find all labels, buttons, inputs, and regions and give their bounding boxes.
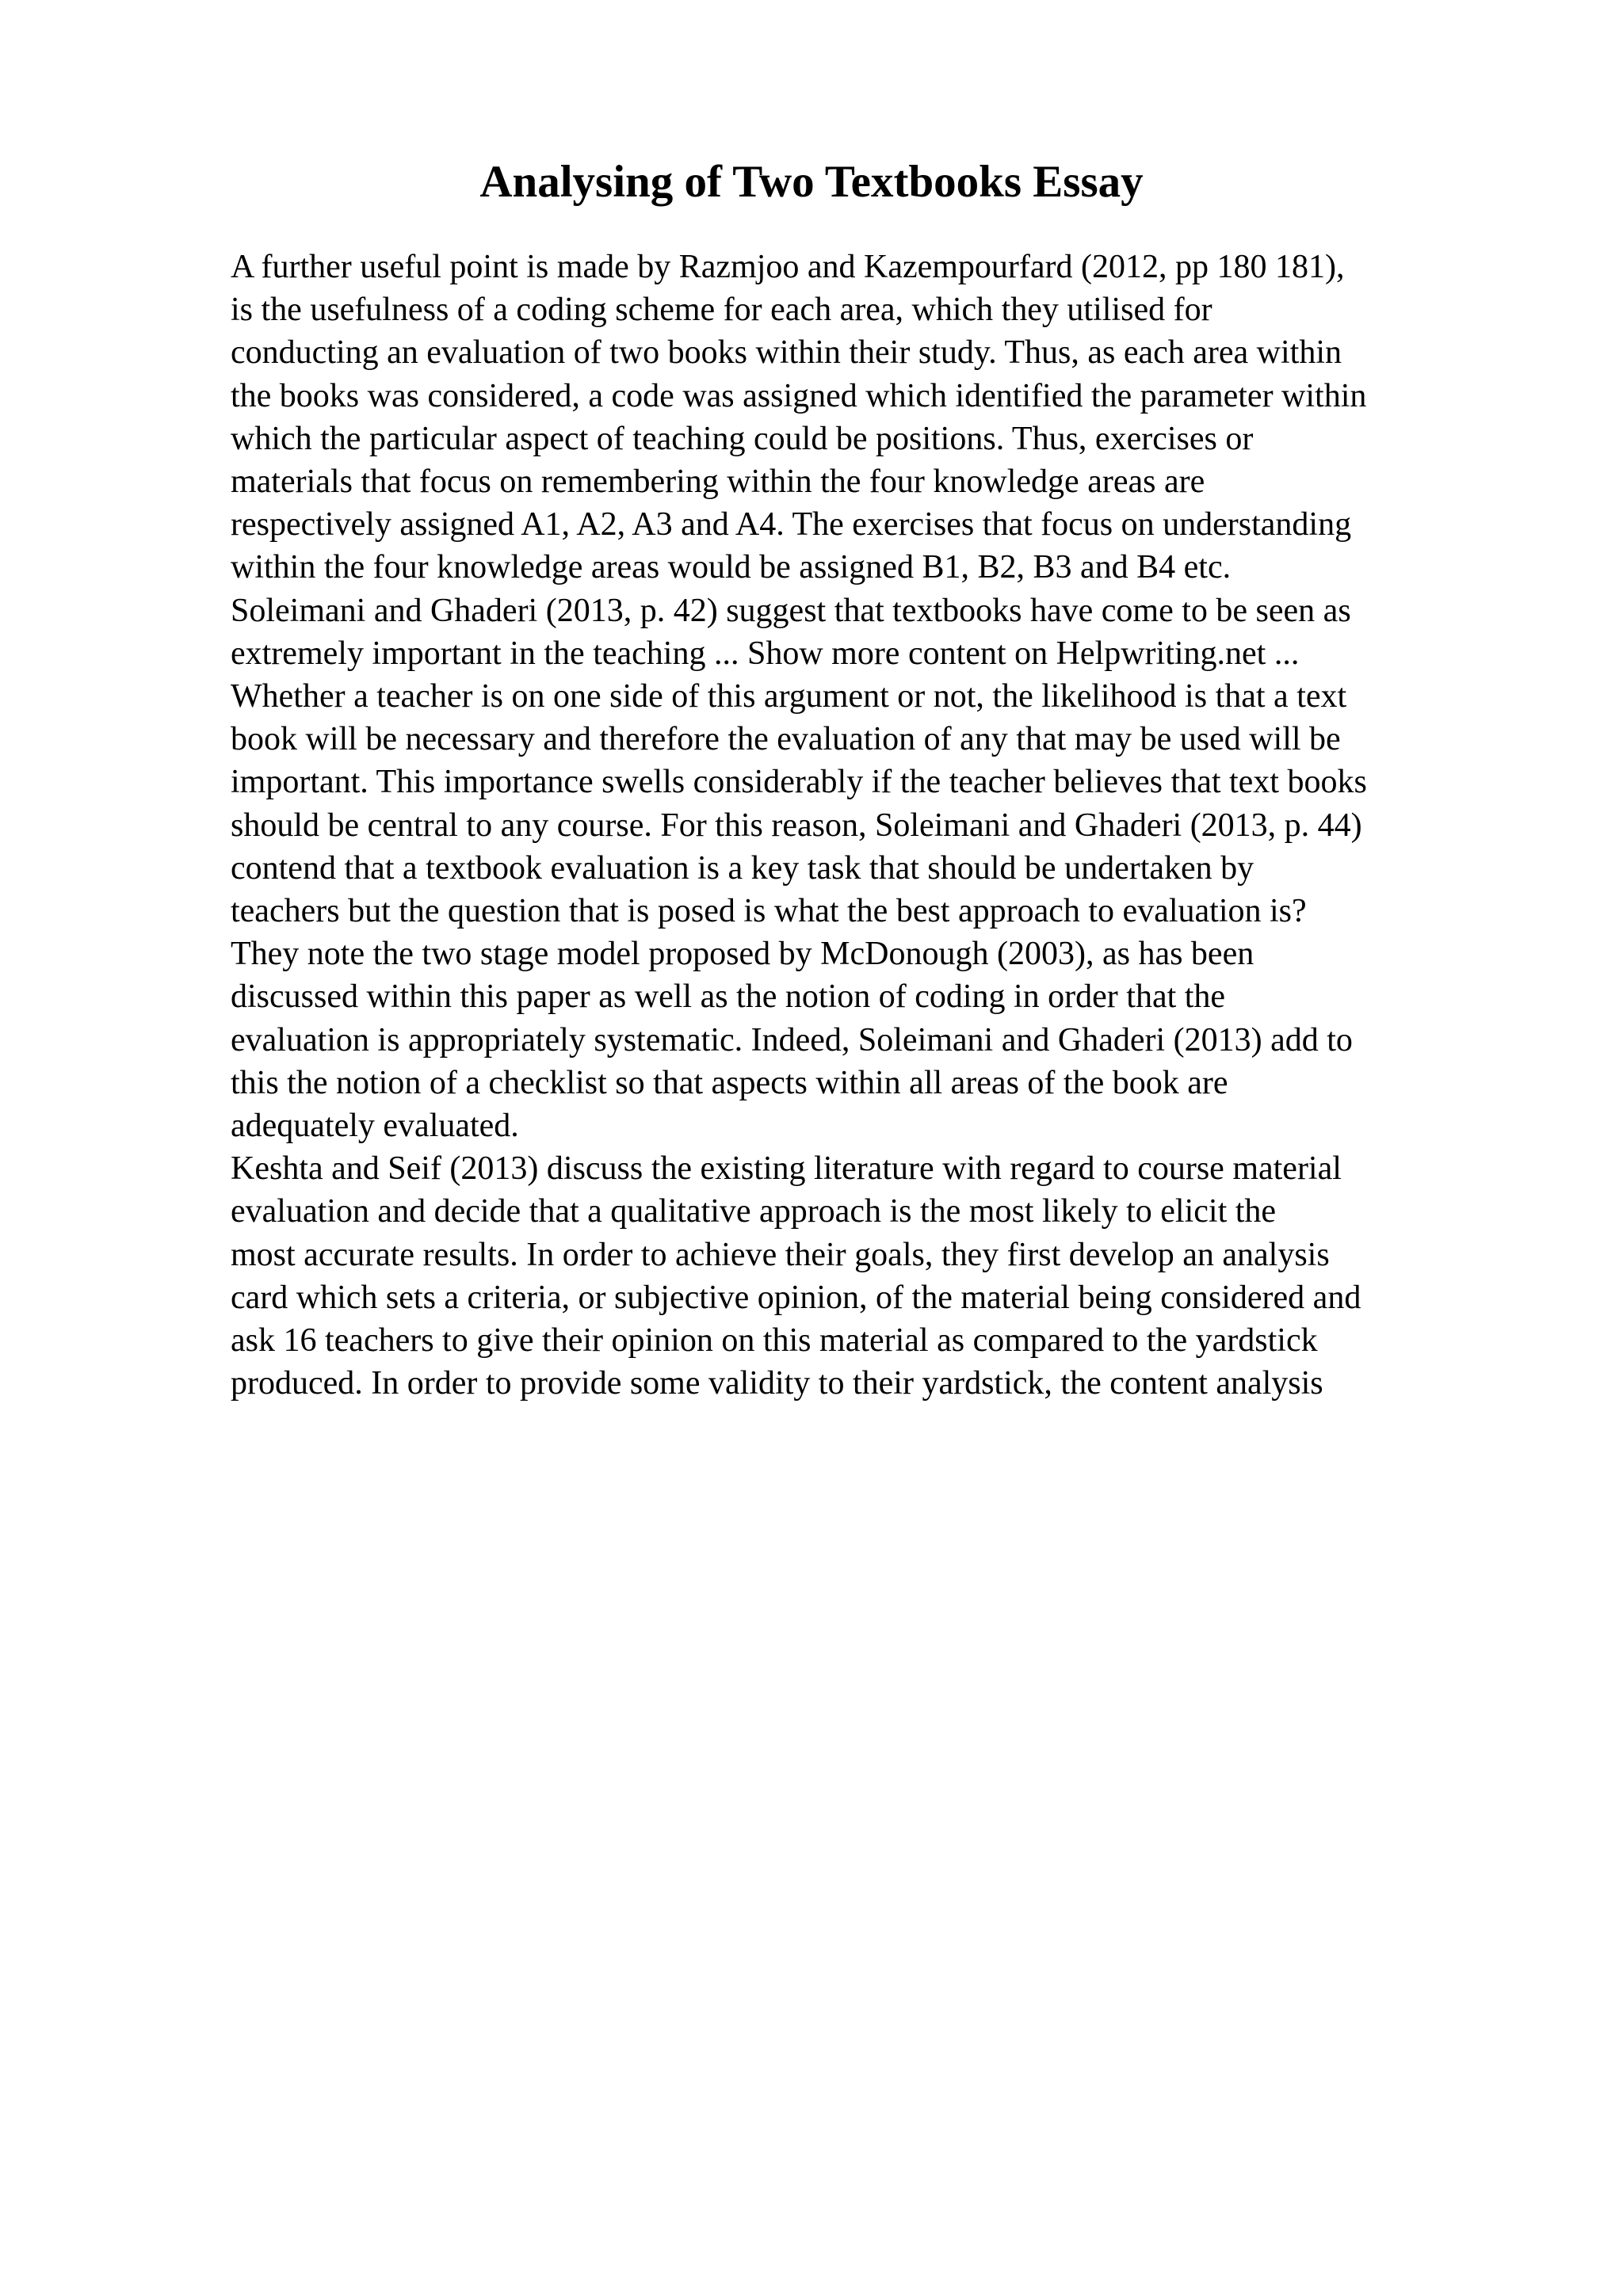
text-line: respectively assigned A1, A2, A3 and A4. The exercises that focus on understanding <box>231 506 1352 543</box>
text-line: should be central to any course. For this reason, Soleimani and Ghaderi (2013, p. 44) <box>231 807 1362 844</box>
text-line: book will be necessary and therefore the evaluation of any that may be used will be <box>231 721 1341 758</box>
document-title: Analysing of Two Textbooks Essay <box>479 157 1144 207</box>
text-line: extremely important in the teaching ... Show more content on Helpwriting.net ... <box>231 635 1300 672</box>
text-line: A further useful point is made by Razmjoo and Kazempourfard (2012, pp 180 181), <box>231 249 1345 285</box>
text-line: They note the two stage model proposed by McDonough (2003), as has been <box>231 936 1254 973</box>
text-line: evaluation is appropriately systematic. Indeed, Soleimani and Ghaderi (2013) add to <box>231 1021 1353 1058</box>
text-line: important. This importance swells considerably if the teacher believes that text books <box>231 764 1367 801</box>
text-line: materials that focus on remembering within the four knowledge areas are <box>231 463 1205 501</box>
text-line: Soleimani and Ghaderi (2013, p. 42) suggest that textbooks have come to be seen as <box>231 592 1351 629</box>
text-line: is the usefulness of a coding scheme for each area, which they utilised for <box>231 292 1212 329</box>
text-line: card which sets a criteria, or subjective opinion, of the material being considered and <box>231 1279 1361 1316</box>
text-line: discussed within this paper as well as the notion of coding in order that the <box>231 978 1226 1016</box>
text-line: conducting an evaluation of two books within their study. Thus, as each area within <box>231 334 1342 372</box>
text-line: contend that a textbook evaluation is a key task that should be undertaken by <box>231 849 1254 887</box>
text-line: this the notion of a checklist so that aspects within all areas of the book are <box>231 1064 1228 1101</box>
text-line: which the particular aspect of teaching could be positions. Thus, exercises or <box>231 420 1254 457</box>
text-line: ask 16 teachers to give their opinion on this material as compared to the yardstick <box>231 1322 1318 1360</box>
text-line: Keshta and Seif (2013) discuss the existing literature with regard to course material <box>231 1150 1342 1188</box>
text-line: produced. In order to provide some validity to their yardstick, the content analysis <box>231 1365 1323 1402</box>
text-line: Whether a teacher is on one side of this argument or not, the likelihood is that a text <box>231 678 1347 715</box>
text-line: adequately evaluated. <box>231 1108 519 1145</box>
text-line: teachers but the question that is posed is what the best approach to evaluation is? <box>231 893 1307 930</box>
document-body <box>231 246 1514 1405</box>
text-line: the books was considered, a code was assigned which identified the parameter within <box>231 377 1367 414</box>
text-line: most accurate results. In order to achieve their goals, they first develop an analysis <box>231 1236 1330 1273</box>
text-line: evaluation and decide that a qualitative approach is the most likely to elicit the <box>231 1193 1277 1230</box>
text-line: within the four knowledge areas would be assigned B1, B2, B3 and B4 etc. <box>231 549 1232 586</box>
